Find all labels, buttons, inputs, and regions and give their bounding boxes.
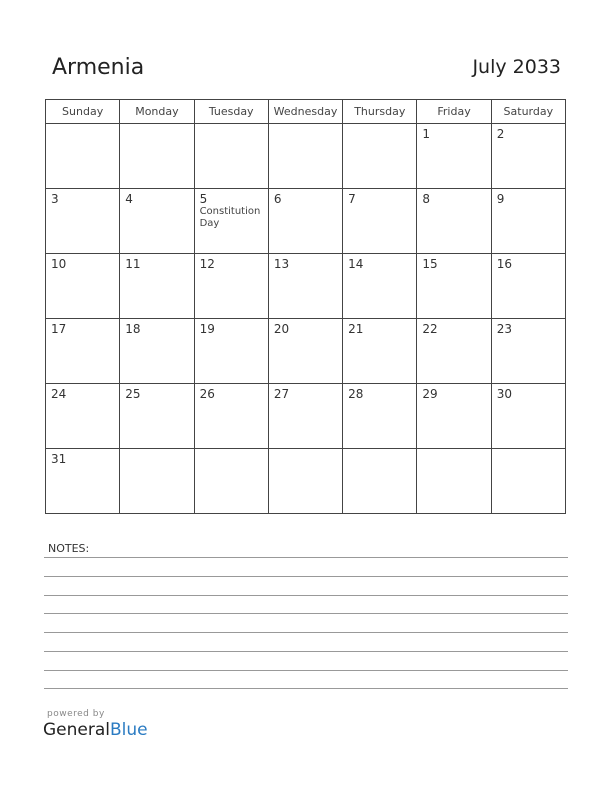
week-row — [46, 319, 566, 384]
weekday-tuesday: Tuesday — [194, 100, 268, 124]
day-number: 3 — [51, 192, 59, 206]
month-title: July 2033 — [472, 56, 561, 78]
day-number: 30 — [496, 387, 512, 401]
day-number: 14 — [348, 257, 364, 271]
day-number: 25 — [125, 387, 141, 401]
day-cell — [268, 384, 342, 449]
day-number: 26 — [199, 387, 215, 401]
week-row — [46, 254, 566, 319]
day-cell — [194, 384, 268, 449]
day-number: 5 — [199, 192, 208, 206]
day-cell — [46, 189, 120, 254]
day-cell — [120, 189, 194, 254]
day-cell — [120, 449, 194, 514]
day-number: 8 — [422, 192, 431, 206]
day-number: 2 — [496, 127, 505, 141]
notes-line — [44, 576, 568, 577]
day-number: 19 — [199, 322, 215, 336]
notes-line — [44, 595, 568, 596]
day-cell — [417, 254, 491, 319]
day-cell — [343, 319, 417, 384]
day-cell — [194, 189, 268, 254]
day-cell — [268, 124, 342, 189]
day-number: 13 — [273, 257, 290, 271]
day-number: 31 — [51, 452, 67, 466]
day-number: 6 — [273, 192, 282, 206]
day-cell — [194, 124, 268, 189]
day-cell — [491, 254, 565, 319]
day-number: 15 — [422, 257, 438, 271]
day-number: 22 — [422, 322, 438, 336]
calendar-grid — [45, 99, 566, 514]
notes-line — [44, 688, 568, 689]
day-number — [195, 124, 268, 127]
day-number: 28 — [348, 387, 364, 401]
day-cell — [417, 124, 491, 189]
day-cell — [120, 124, 194, 189]
day-cell — [120, 384, 194, 449]
day-number: 24 — [51, 387, 67, 401]
day-cell — [417, 189, 491, 254]
day-cell — [343, 189, 417, 254]
day-number: 1 — [422, 127, 431, 141]
day-number: 17 — [51, 322, 67, 336]
week-row — [46, 189, 566, 254]
day-cell — [120, 319, 194, 384]
day-cell — [491, 449, 565, 514]
brand-general: General — [43, 720, 110, 740]
day-number: 18 — [125, 322, 141, 336]
day-cell — [491, 189, 565, 254]
day-number — [120, 449, 193, 452]
day-number: 21 — [348, 322, 364, 336]
day-cell — [268, 189, 342, 254]
day-number: 4 — [125, 192, 133, 206]
day-number: 27 — [273, 387, 290, 401]
day-cell — [417, 384, 491, 449]
day-cell — [417, 449, 491, 514]
brand-blue: Blue — [110, 720, 148, 740]
day-cell — [343, 254, 417, 319]
weekday-wednesday: Wednesday — [268, 100, 342, 124]
notes-line — [44, 651, 568, 652]
notes-line — [44, 670, 568, 671]
week-row — [46, 124, 566, 189]
day-cell — [46, 124, 120, 189]
brand-logo — [43, 720, 148, 740]
day-number — [46, 124, 119, 127]
notes-line — [44, 557, 568, 558]
day-number — [343, 124, 416, 127]
day-cell — [46, 319, 120, 384]
day-number: 12 — [199, 257, 215, 271]
notes-label: NOTES: — [48, 542, 90, 555]
day-cell — [46, 449, 120, 514]
day-cell — [343, 124, 417, 189]
day-number: 16 — [496, 257, 512, 271]
weekday-sunday: Sunday — [46, 100, 120, 124]
day-number: 29 — [422, 387, 438, 401]
weekday-friday: Friday — [417, 100, 491, 124]
notes-line — [44, 632, 568, 633]
day-cell — [491, 384, 565, 449]
country-title: Armenia — [52, 55, 145, 80]
day-cell — [268, 449, 342, 514]
week-row — [46, 449, 566, 514]
day-cell — [343, 384, 417, 449]
week-row — [46, 384, 566, 449]
day-number — [269, 124, 342, 127]
day-cell — [46, 254, 120, 319]
holiday-event: Constitution Day — [199, 206, 261, 229]
day-number: 7 — [348, 192, 356, 206]
day-cell — [491, 319, 565, 384]
day-cell — [46, 384, 120, 449]
day-cell — [194, 254, 268, 319]
day-number: 11 — [125, 257, 141, 271]
day-cell — [194, 319, 268, 384]
day-number — [269, 449, 342, 452]
day-cell — [268, 254, 342, 319]
day-cell — [194, 449, 268, 514]
day-cell — [491, 124, 565, 189]
weekday-saturday: Saturday — [491, 100, 565, 124]
day-cell — [268, 319, 342, 384]
day-number: 10 — [51, 257, 67, 271]
weekday-header-row — [46, 100, 566, 124]
day-number — [417, 449, 490, 452]
day-cell — [417, 319, 491, 384]
day-number — [343, 449, 416, 452]
day-number — [120, 124, 193, 127]
day-number — [492, 449, 565, 452]
day-number: 9 — [496, 192, 505, 206]
day-number — [195, 449, 268, 452]
day-number: 23 — [496, 322, 512, 336]
day-cell — [343, 449, 417, 514]
day-number: 20 — [273, 322, 290, 336]
notes-line — [44, 613, 568, 614]
weekday-thursday: Thursday — [343, 100, 417, 124]
weekday-monday: Monday — [120, 100, 194, 124]
powered-by-text: powered by — [47, 709, 105, 719]
day-cell — [120, 254, 194, 319]
